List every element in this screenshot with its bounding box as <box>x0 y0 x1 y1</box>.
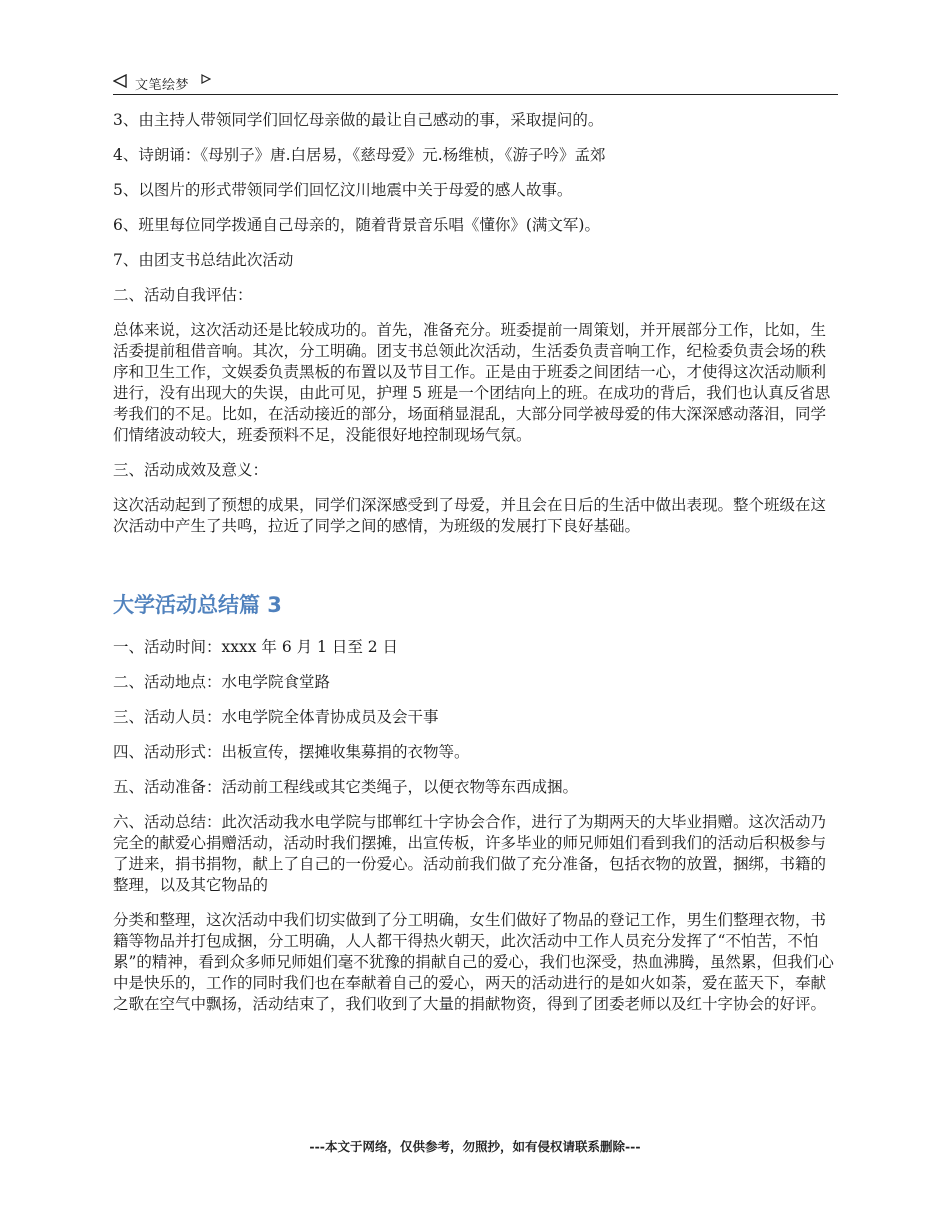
list-item: 四、活动形式：出板宣传，摆摊收集募捐的衣物等。 <box>113 743 470 761</box>
left-triangle-icon <box>113 74 127 88</box>
eval-heading: 二、活动自我评估： <box>113 286 253 304</box>
summary-paragraph: 六、活动总结：此次活动我水电学院与邯郸红十字协会合作，进行了为期两天的大毕业捐赠。这次活动乃完全的献爱心捐赠活动，活动时我们摆摊，出宣传板，许多毕业的师兄师姐们看到我们的活动后积极参与了进来，捐书捐物，献上了自己的一份爱心。活动前我们做了充分准备，包括衣物的放置，捆绑，书籍的整理，以及其它物品的 <box>113 813 827 894</box>
list-item: 7、由团支书总结此次活动 <box>113 251 294 269</box>
list-item: 一、活动时间：xxxx 年 6 月 1 日至 2 日 <box>113 638 399 656</box>
page-header <box>113 70 838 95</box>
list-item: 6、班里每位同学拨通自己母亲的，随着背景音乐唱《懂你》(满文军)。 <box>113 216 600 234</box>
list-item: 五、活动准备：活动前工程线或其它类绳子，以便衣物等东西成捆。 <box>113 778 579 796</box>
list-item: 二、活动地点：水电学院食堂路 <box>113 673 331 691</box>
brand-text: 文笔绘梦 <box>135 78 190 93</box>
list-item: 4、诗朗诵：《母别子》唐.白居易，《慈母爱》元.杨维桢，《游子吟》孟郊 <box>113 146 606 164</box>
eval-paragraph: 总体来说，这次活动还是比较成功的。首先，准备充分。班委提前一周策划，并开展部分工作，比如，生活委提前租借音响。其次，分工明确。团支书总领此次活动，生活委负责音响工作，纪检委负责会场的秩序和卫生工作，文娱委负责黑板的布置以及节目工作。正是由于班委之间团结一心，才使得这次活动顺利进行，没有出现大的失误，由此可见，护理 5 班是一个团结向上的班。在成功的背后，我们也认真反省思考我们的不足。比如，在活动接近的部分，场面稍显混乱，大部分同学被母爱的伟大深深感动落泪，同学们情绪波动较大，班委预料不足，没能很好地控制现场气氛。 <box>113 321 831 444</box>
list-item: 3、由主持人带领同学们回忆母亲做的最让自己感动的事，采取提问的。 <box>113 111 604 129</box>
continued-paragraph: 分类和整理，这次活动中我们切实做到了分工明确，女生们做好了物品的登记工作，男生们整理衣物，书籍等物品并打包成捆，分工明确，人人都干得热火朝天，此次活动中工作人员充分发挥了“不怕苦，不怕累”的精神，看到众多师兄师姐们毫不犹豫的捐献自己的爱心，我们也深受，热血沸腾，虽然累，但我们心中是快乐的，工作的同时我们也在奉献着自己的爱心，两天的活动进行的是如火如荼，爱在蓝天下，奉献之歌在空气中飘扬，活动结束了，我们收到了大量的捐献物资，得到了团委老师以及红十字协会的好评。 <box>113 911 834 1013</box>
list-item: 5、以图片的形式带领同学们回忆汶川地震中关于母爱的感人故事。 <box>113 181 573 199</box>
section-title: 大学活动总结篇 3 <box>113 593 282 617</box>
right-triangle-icon <box>201 74 211 84</box>
document-body <box>113 110 840 1029</box>
list-item: 三、活动人员：水电学院全体青协成员及会干事 <box>113 708 439 726</box>
result-heading: 三、活动成效及意义： <box>113 461 269 479</box>
result-paragraph: 这次活动起到了预想的成果，同学们深深感受到了母爱，并且会在日后的生活中做出表现。整个班级在这次活动中产生了共鸣，拉近了同学之间的感情，为班级的发展打下良好基础。 <box>113 496 827 535</box>
page-footer: ---本文于网络，仅供参考，勿照抄，如有侵权请联系删除--- <box>309 1139 641 1154</box>
